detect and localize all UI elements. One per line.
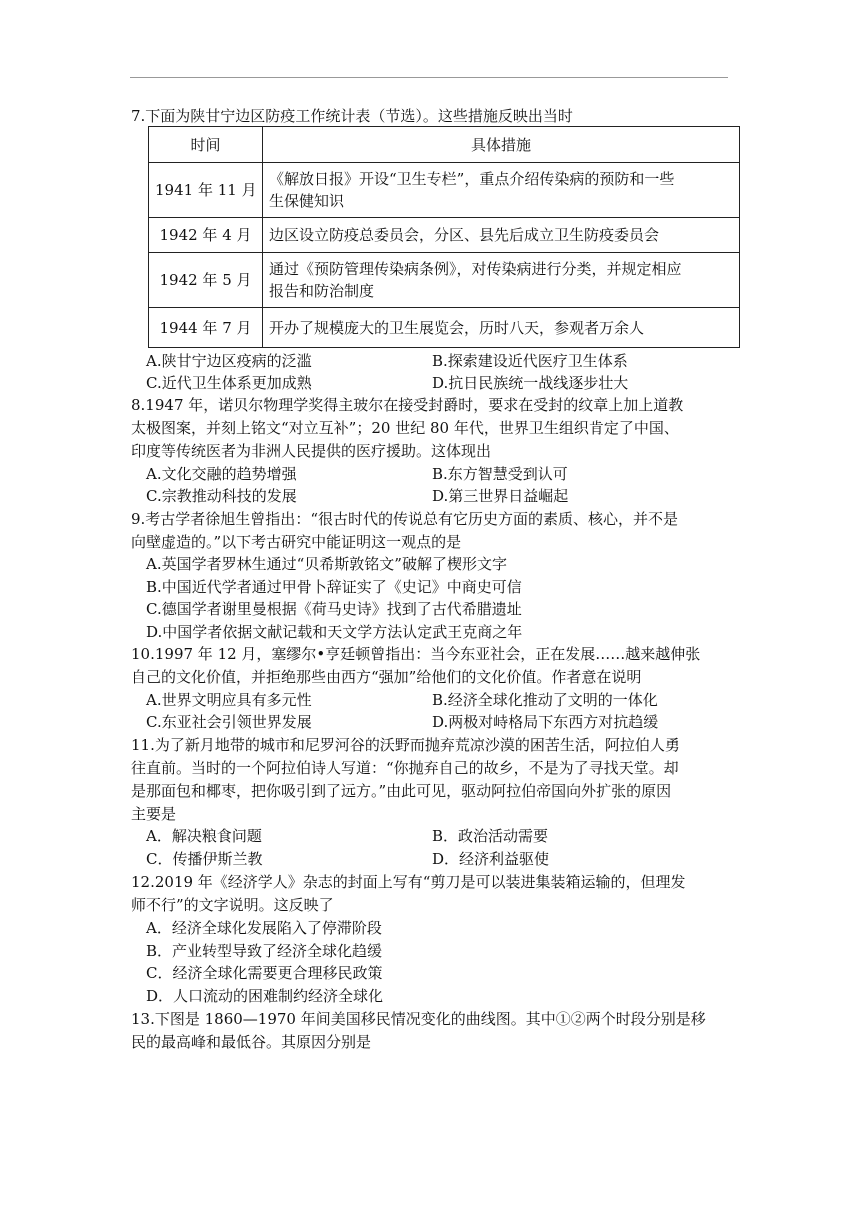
- q12-option-d[interactable]: D．人口流动的困难制约经济全球化: [146, 987, 384, 1005]
- q9-option-b[interactable]: B.中国近代学者通过甲骨卜辞证实了《史记》中商史可信: [146, 578, 522, 596]
- q10-option-a[interactable]: A.世界文明应具有多元性: [146, 691, 312, 709]
- q12-stem-line: 12.2019 年《经济学人》杂志的封面上写有“剪刀是可以装进集装箱运输的，但理发: [131, 873, 686, 891]
- q8-option-a[interactable]: A.文化交融的趋势增强: [146, 465, 297, 483]
- q11-stem-line: 是那面包和椰枣，把你吸引到了远方。”由此可见，驱动阿拉伯帝国向外扩张的原因: [131, 782, 672, 800]
- q12-option-b[interactable]: B．产业转型导致了经济全球化趋缓: [146, 942, 383, 960]
- q11-option-a[interactable]: A．解决粮食问题: [146, 827, 262, 845]
- q9-stem-line: 向壁虚造的。”以下考古研究中能证明这一观点的是: [131, 533, 462, 551]
- table-row: [149, 308, 740, 348]
- q7-stem: 7.下面为陕甘宁边区防疫工作统计表（节选）。这些措施反映出当时: [131, 107, 573, 125]
- q12-option-a[interactable]: A．经济全球化发展陷入了停滞阶段: [146, 919, 382, 937]
- table-row: [149, 253, 740, 308]
- q12-option-c[interactable]: C．经济全球化需要更合理移民政策: [146, 964, 383, 982]
- measure-line: 通过《预防管理传染病条例》，对传染病进行分类，并规定相应: [269, 260, 682, 278]
- q13-stem-line: 民的最高峰和最低谷。其原因分别是: [131, 1033, 372, 1051]
- q13-stem-line: 13.下图是 1860—1970 年间美国移民情况变化的曲线图。其中①②两个时段分别是移: [131, 1010, 706, 1028]
- table-cell-time: 1942 年 5 月: [149, 253, 263, 308]
- q7-option-b[interactable]: B.探索建设近代医疗卫生体系: [432, 352, 628, 370]
- measure-line: 生保健知识: [269, 192, 345, 210]
- measure-line: 边区设立防疫总委员会，分区、县先后成立卫生防疫委员会: [269, 226, 660, 244]
- table-cell-measure: [263, 253, 740, 308]
- measure-line: 报告和防治制度: [269, 282, 375, 300]
- q10-option-c[interactable]: C.东亚社会引领世界发展: [146, 713, 312, 731]
- q8-option-b[interactable]: B.东方智慧受到认可: [432, 465, 568, 483]
- table-cell-time: 1944 年 7 月: [149, 308, 263, 348]
- q7-option-d[interactable]: D.抗日民族统一战线逐步壮大: [432, 374, 629, 392]
- q11-stem-line: 11.为了新月地带的城市和尼罗河谷的沃野而抛弃荒凉沙漠的困苦生活，阿拉伯人勇: [131, 736, 680, 754]
- measure-line: 开办了规模庞大的卫生展览会，历时八天，参观者万余人: [269, 318, 645, 337]
- table-cell-measure: [263, 218, 740, 253]
- q10-stem-line: 10.1997 年 12 月，塞缪尔•亨廷顿曾指出：当今东亚社会，正在发展……越来越伸张: [131, 645, 701, 663]
- q9-stem-line: 9.考古学者徐旭生曾指出：“很古时代的传说总有它历史方面的素质、核心，并不是: [131, 510, 678, 528]
- q8-stem-line: 8.1947 年，诺贝尔物理学奖得主玻尔在接受封爵时，要求在受封的纹章上加上道教: [131, 396, 684, 414]
- table-header-measures: 具体措施: [263, 127, 740, 163]
- q9-option-a[interactable]: A.英国学者罗林生通过“贝希斯敦铭文”破解了楔形文字: [146, 555, 507, 573]
- q10-option-b[interactable]: B.经济全球化推动了文明的一体化: [432, 691, 658, 709]
- table-cell-measure: [263, 163, 740, 218]
- table-header-row: [149, 127, 740, 163]
- q7-option-a[interactable]: A.陕甘宁边区疫病的泛滥: [146, 352, 312, 370]
- table-row: [149, 163, 740, 218]
- measure-line: 《解放日报》开设“卫生专栏”，重点介绍传染病的预防和一些: [269, 170, 675, 188]
- q11-option-d[interactable]: D．经济利益驱使: [432, 850, 550, 868]
- q8-option-c[interactable]: C.宗教推动科技的发展: [146, 487, 297, 505]
- q10-stem-line: 自己的文化价值，并拒绝那些由西方“强加”给他们的文化价值。作者意在说明: [131, 668, 642, 686]
- q11-option-b[interactable]: B．政治活动需要: [432, 827, 549, 845]
- q9-option-d[interactable]: D.中国学者依据文献记载和天文学方法认定武王克商之年: [146, 623, 523, 641]
- q10-option-d[interactable]: D.两极对峙格局下东西方对抗趋缓: [432, 713, 659, 731]
- q11-stem-line: 往直前。当时的一个阿拉伯诗人写道：“你抛弃自己的故乡，不是为了寻找天堂。却: [131, 759, 679, 777]
- table-cell-measure: [263, 308, 740, 348]
- epidemic-table: [148, 126, 740, 348]
- header-rule: [130, 77, 728, 78]
- q11-stem-line: 主要是: [131, 805, 177, 823]
- q8-stem-line: 印度等传统医者为非洲人民提供的医疗援助。这体现出: [131, 442, 492, 460]
- q11-option-c[interactable]: C．传播伊斯兰教: [146, 850, 263, 868]
- table-cell-time: 1942 年 4 月: [149, 218, 263, 253]
- table-row: [149, 218, 740, 253]
- q12-stem-line: 师不行”的文字说明。这反映了: [131, 896, 334, 914]
- table-cell-time: 1941 年 11 月: [149, 163, 263, 218]
- q8-stem-line: 太极图案，并刻上铭文“对立互补”；20 世纪 80 年代，世界卫生组织肯定了中国、: [131, 419, 679, 437]
- q9-option-c[interactable]: C.德国学者谢里曼根据《荷马史诗》找到了古代希腊遗址: [146, 600, 522, 618]
- table-header-time: 时间: [149, 127, 263, 163]
- q8-option-d[interactable]: D.第三世界日益崛起: [432, 487, 569, 505]
- q7-option-c[interactable]: C.近代卫生体系更加成熟: [146, 374, 312, 392]
